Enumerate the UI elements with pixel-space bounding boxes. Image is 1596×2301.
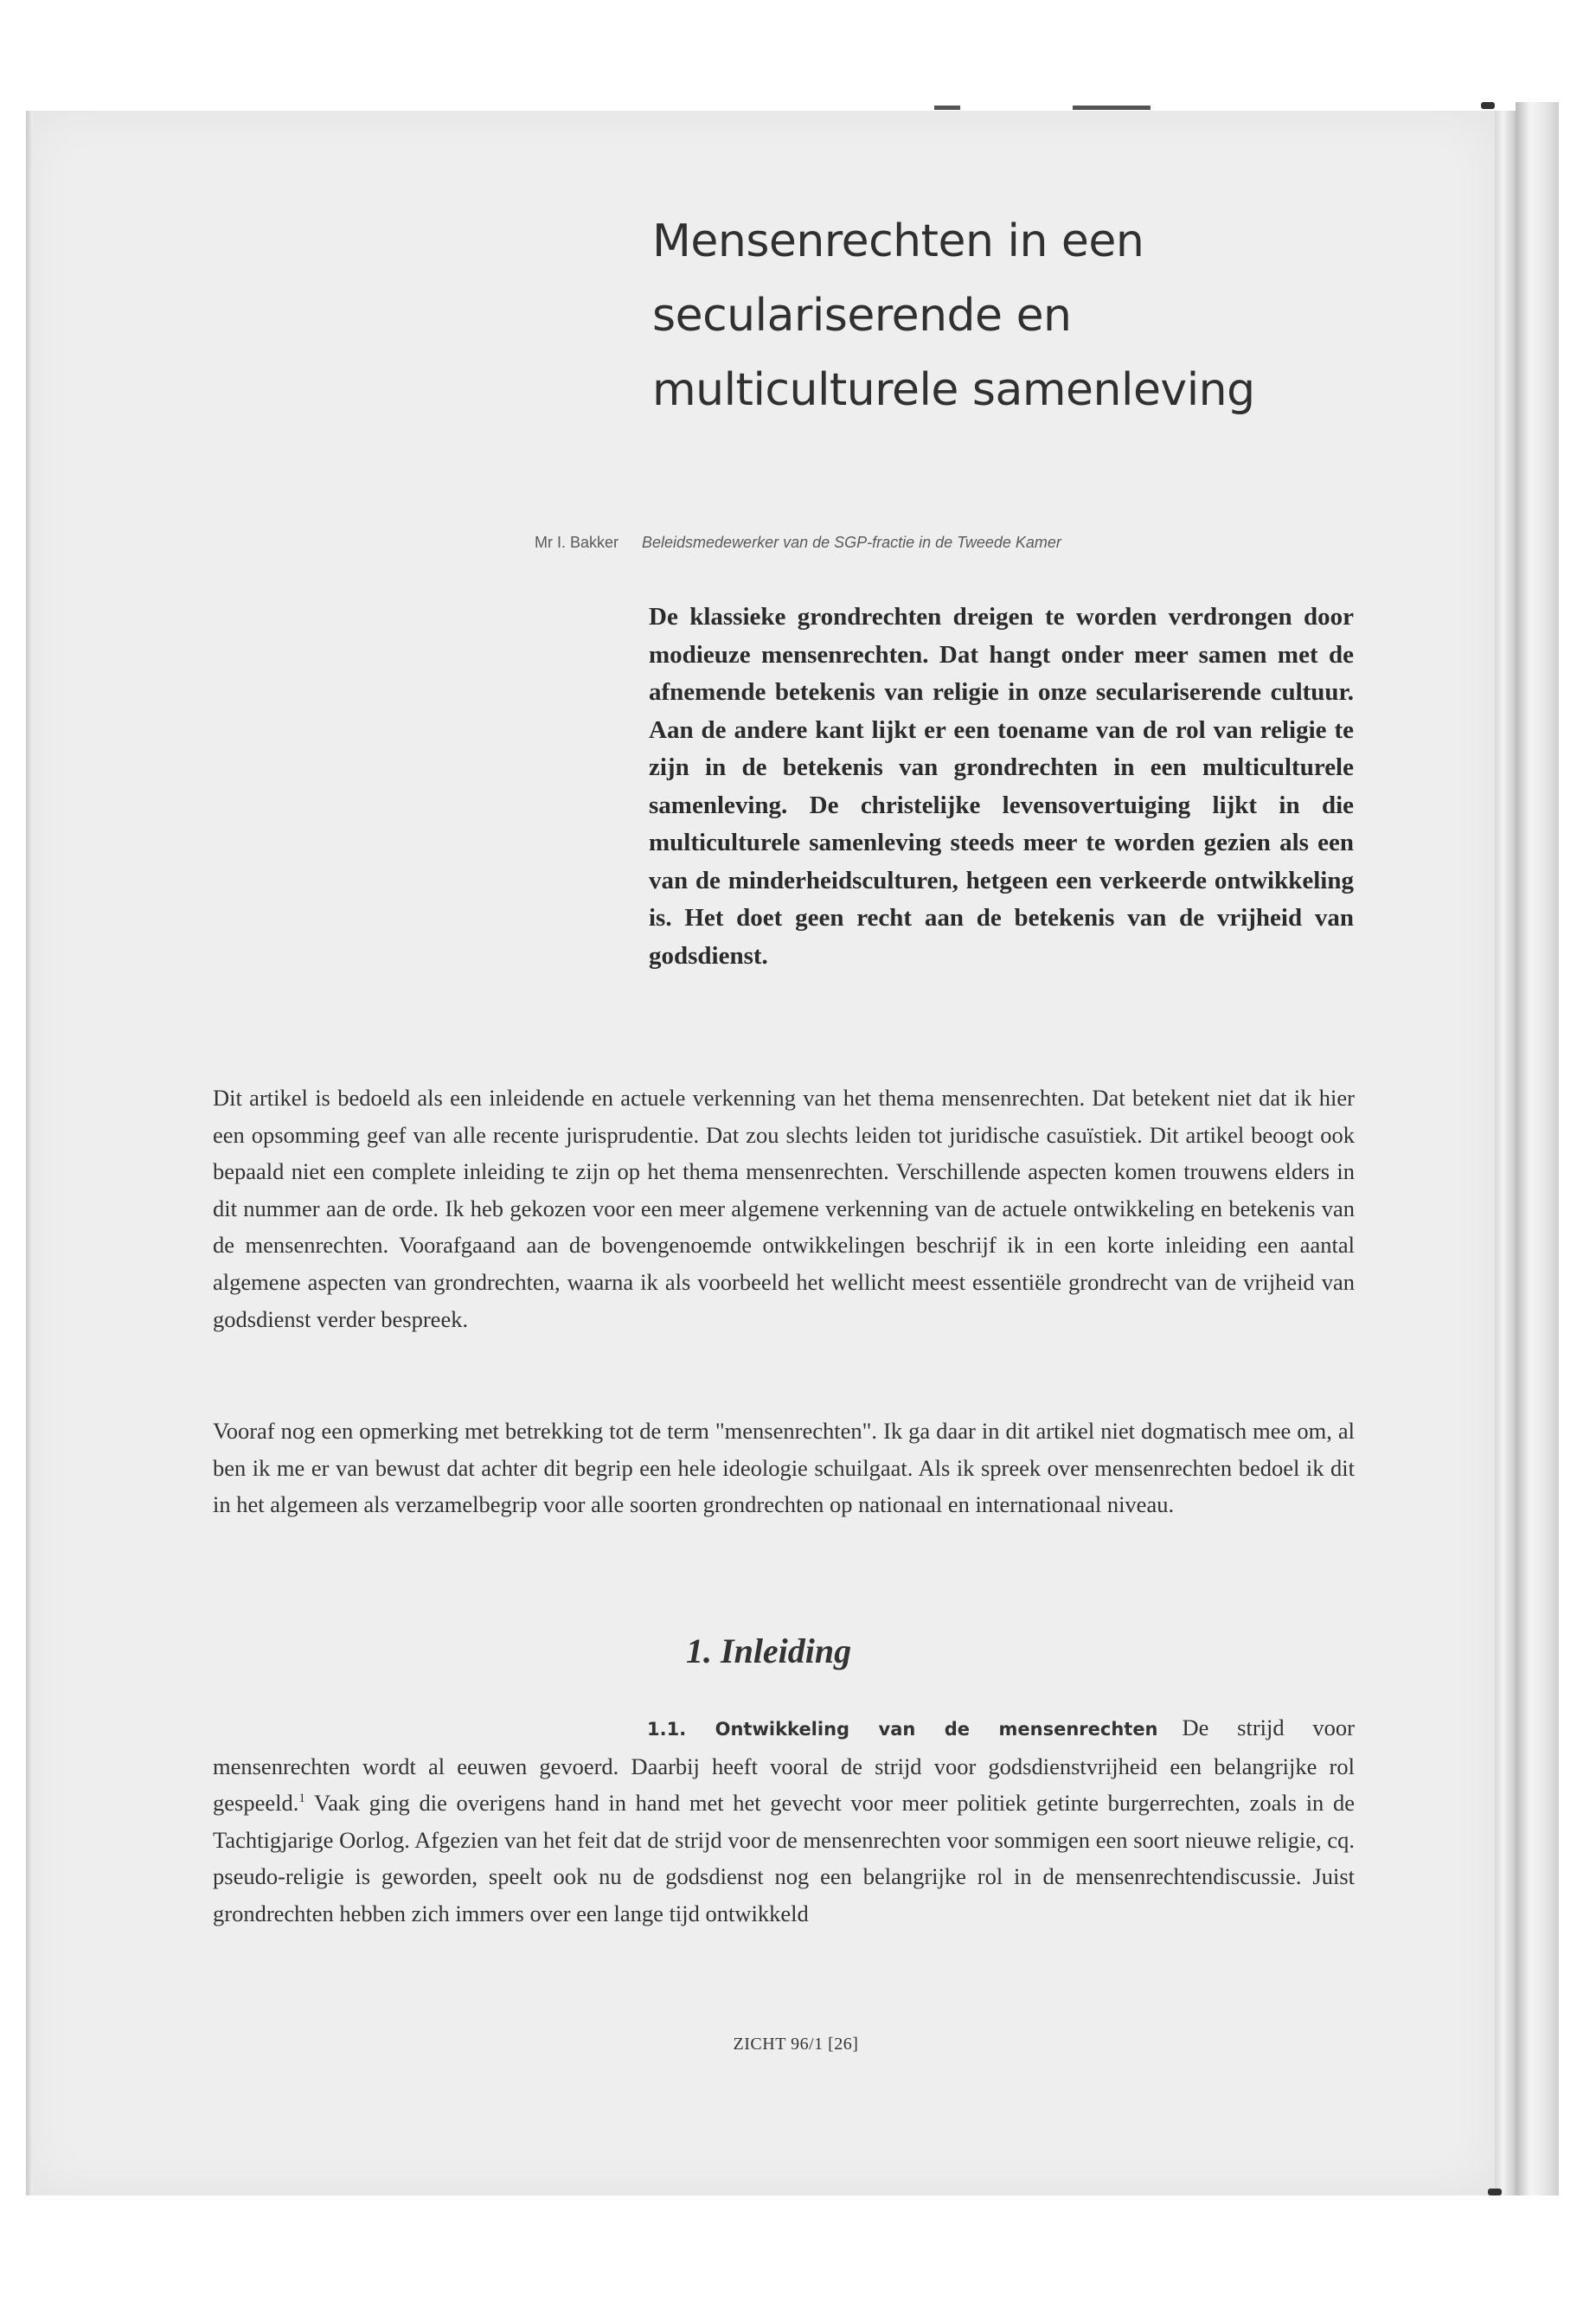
article-abstract: De klassieke grondrechten dreigen te worden verdrongen door modieuze mensenrechten. Dat hangt onder meer samen met de afnemende betekenis van religie in onze seculariserende cultuur. Aan de andere kant lijkt er een toename van de rol van religie te zijn in de betekenis van grondrechten in een multiculturele samenleving. De christelijke levensovertuiging lijkt in die multiculturele samenleving steeds meer te worden gezien als een van de minderheidsculturen, hetgeen een verkeerde ontwikkeling is. Het doet geen recht aan de betekenis van de vrijheid van godsdienst. <box>649 603 1354 970</box>
book-spine <box>1516 102 1559 2195</box>
subsection-heading: 1.1. Ontwikkeling van de mensenrechten <box>647 1719 1158 1740</box>
article-title <box>652 204 1431 427</box>
title-line: seculariserende en <box>652 290 1072 342</box>
page-footer: ZICHT 96/1 [26] <box>733 2035 859 2054</box>
binding-clip-bottom <box>1488 2189 1502 2195</box>
title-line: multiculturele samenleving <box>652 364 1255 416</box>
title-line: Mensenrechten in een <box>652 215 1144 267</box>
body-paragraph-3 <box>213 1709 1355 1932</box>
author-role: Beleidsmedewerker van de SGP-fractie in de Tweede Kamer <box>642 534 1061 551</box>
binding-clip-top <box>1481 102 1495 109</box>
body-paragraph-2: Vooraf nog een opmerking met betrekking tot de term "mensenrechten". Ik ga daar in dit artikel niet dogmatisch mee om, al ben ik me er van bewust dat achter dit begrip een hele ideologie schuilgaat. Als ik spreek over mensenrechten bedoel ik dit in het algemeen als verzamelbegrip voor alle soorten grondrechten op nationaal en internationaal niveau. <box>213 1418 1355 1518</box>
footnote-reference[interactable]: 1 <box>298 1791 305 1806</box>
top-edge-mark <box>1073 106 1151 110</box>
paragraph-3-text: De strijd voor mensenrechten wordt al eeuwen gevoerd. Daarbij heeft vooral de strijd voor godsdienstvrijheid een belangrijke rol gespeeld. <box>213 1715 1356 1817</box>
paragraph-3-text-continued: Vaak ging die overigens hand in hand met het gevecht voor meer politiek getinte burgerrechten, zoals in de Tachtigjarige Oorlog. Afgezien van het feit dat de strijd voor de mensenrechten voor sommigen een soort nieuwe religie, cq. pseudo-religie is geworden, speelt ook nu de godsdienst nog een belangrijke rol in de mensenrechtendiscussie. Juist grondrechten hebben zich immers over een lange tijd ontwikkeld <box>213 1790 1355 1926</box>
page-left-edge <box>26 111 33 2195</box>
page-right-edge <box>1495 111 1516 2195</box>
body-paragraph-1: Dit artikel is bedoeld als een inleidende en actuele verkenning van het thema mensenrechten. Dat betekent niet dat ik hier een opsomming geef van alle recente jurisprudentie. Dat zou slechts leiden tot juridische casuïstiek. Dit artikel beoogt ook bepaald niet een complete inleiding te zijn op het thema mensenrechten. Verschillende aspecten komen trouwens elders in dit nummer aan de orde. Ik heb gekozen voor een meer algemene verkenning van de actuele ontwikkeling en betekenis van de mensenrechten. Voorafgaand aan de bovengenoemde ontwikkelingen beschrijf ik in een korte inleiding een aantal algemene aspecten van grondrechten, waarna ik als voorbeeld het wellicht meest essentiële grondrecht van de vrijheid van godsdienst verder bespreek. <box>213 1085 1355 1332</box>
top-edge-mark <box>934 106 960 110</box>
author-name: Mr I. Bakker <box>534 534 619 551</box>
section-heading: 1. Inleiding <box>686 1631 852 1670</box>
